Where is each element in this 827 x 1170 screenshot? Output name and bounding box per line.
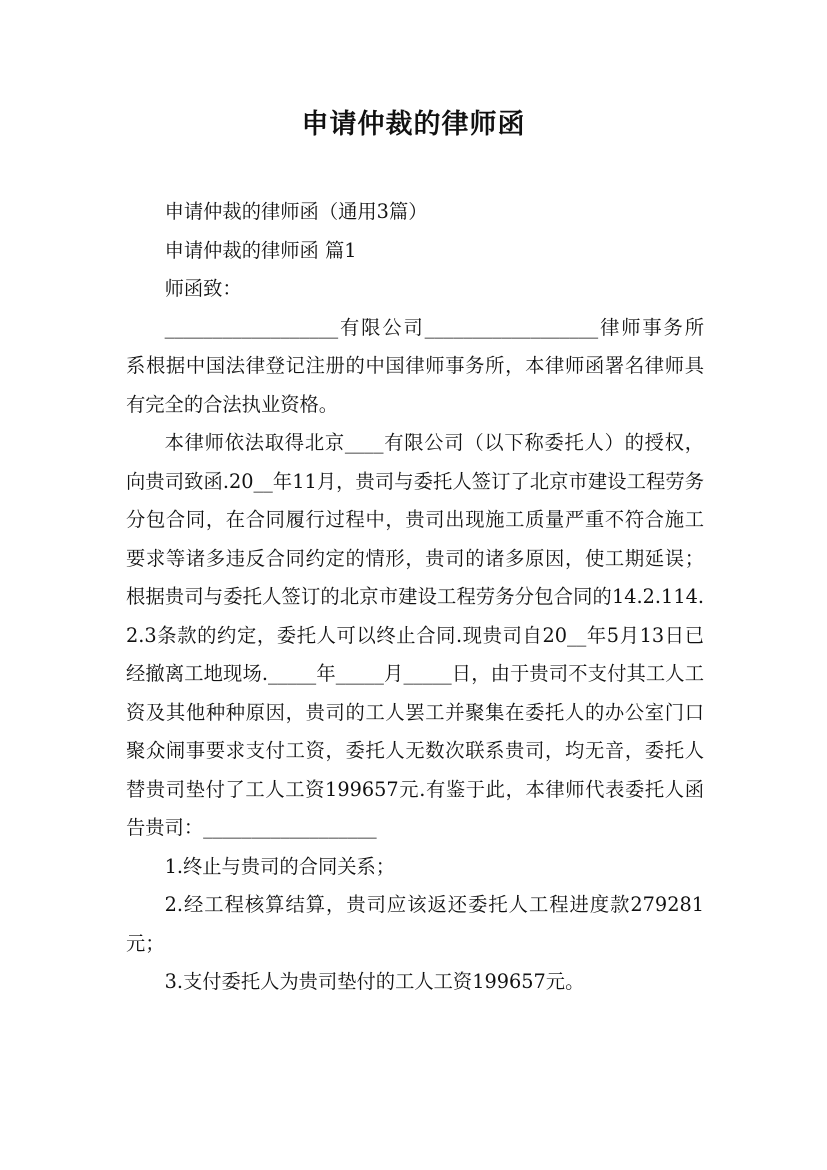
- paragraph-facts: 本律师依法取得北京____有限公司（以下称委托人）的授权，向贵司致函.20__年11月，贵司与委托人签订了北京市建设工程劳务分包合同，在合同履行过程中，贵司出现施工质量严重不符合施工要求等诸多违反合同约定的情形，贵司的诸多原因，使工期延误；根据贵司与委托人签订的北京市建设工程劳务分包合同的14.2.114.2.3条款的约定，委托人可以终止合同.现贵司自20__年5月13日已经撤离工地现场._____年_____月_____日，由于贵司不支付其工人工资及其他种种原因，贵司的工人罢工并聚集在委托人的办公室门口聚众闹事要求支付工资，委托人无数次联系贵司，均无音，委托人替贵司垫付了工人工资199657元.有鉴于此，本律师代表委托人函告贵司：__________________: [126, 431, 704, 839]
- section-heading: 申请仲裁的律师函 篇1: [164, 238, 357, 262]
- demand-item-3: 3.支付委托人为贵司垫付的工人工资199657元。: [164, 970, 585, 993]
- salutation: 师函致：: [164, 277, 242, 300]
- demand-item-1: 1.终止与贵司的合同关系；: [164, 854, 396, 878]
- document-title: 申请仲裁的律师函: [301, 109, 526, 140]
- paragraph-introduction: __________________有限公司__________________律师事务所系根据中国法律登记注册的中国律师事务所，本律师函署名律师具有完全的合法执业资格。: [126, 315, 704, 416]
- demand-item-2: 2.经工程核算结算，贵司应该返还委托人工程进度款279281元；: [126, 893, 704, 955]
- document-body: [126, 193, 704, 1002]
- document-subtitle: 申请仲裁的律师函（通用3篇）: [164, 200, 428, 223]
